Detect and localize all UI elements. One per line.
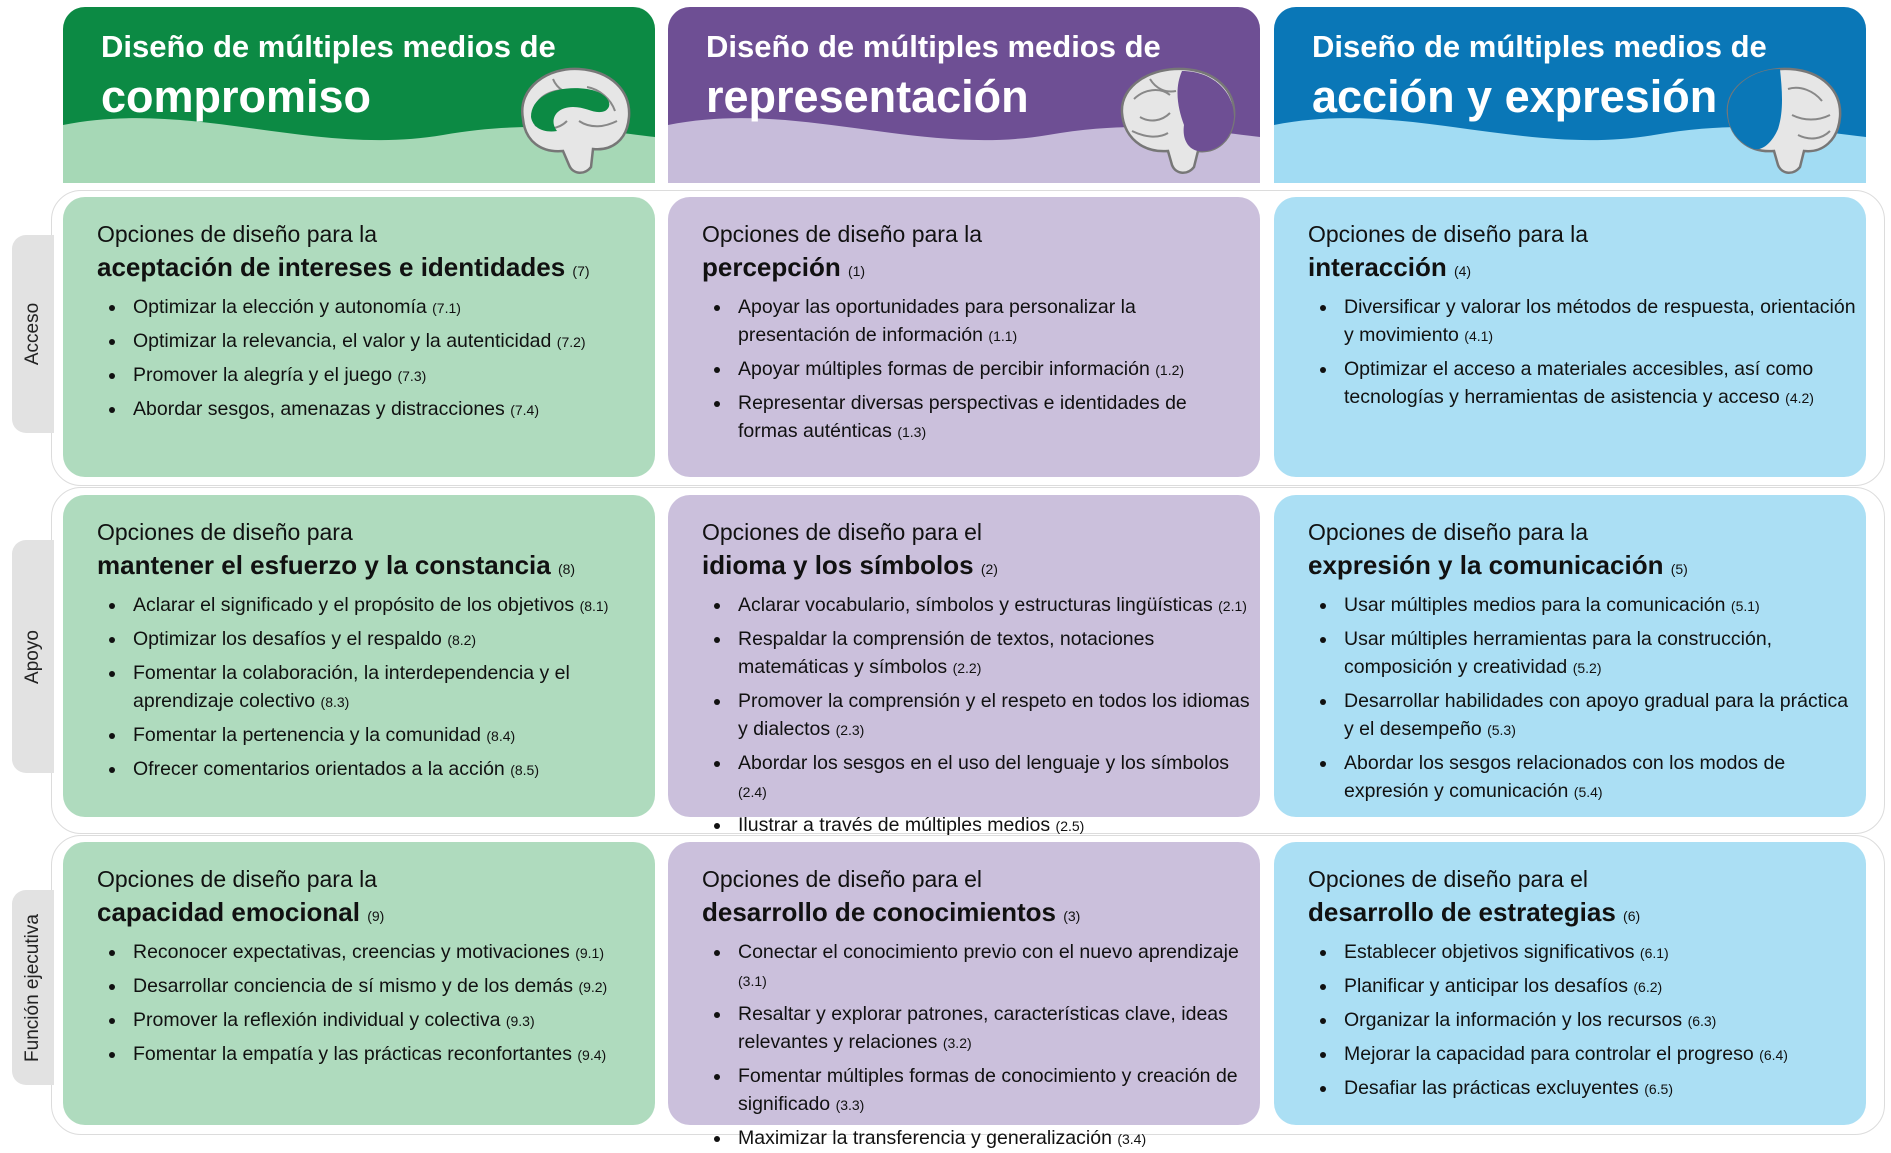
- checkpoint-item: [127, 591, 645, 620]
- checkpoint-ref: (8.1): [579, 598, 609, 614]
- checkpoint-ref: (4.1): [1464, 328, 1494, 344]
- checkpoint-text: Maximizar la transferencia y generalización: [738, 1127, 1112, 1149]
- card-topic: [97, 547, 645, 587]
- checkpoint-text: Representar diversas perspectivas e identidades de formas auténticas: [738, 392, 1187, 442]
- checkpoint-text: Apoyar las oportunidades para personalizar la presentación de información: [738, 296, 1136, 346]
- checkpoint-text: Desafiar las prácticas excluyentes: [1344, 1077, 1639, 1099]
- checkpoint-text: Promover la reflexión individual y colectiva: [133, 1009, 501, 1031]
- checkpoint-text: Diversificar y valorar los métodos de respuesta, orientación y movimiento: [1344, 296, 1856, 346]
- checkpoint-ref: (8.3): [320, 694, 350, 710]
- checkpoint-text: Ilustrar a través de múltiples medios: [738, 814, 1051, 836]
- checkpoint-item: [732, 355, 1250, 384]
- checkpoint-item: [127, 1006, 645, 1035]
- header-representation: [668, 7, 1260, 183]
- checkpoint-text: Organizar la información y los recursos: [1344, 1009, 1683, 1031]
- card-lead: Opciones de diseño para: [97, 519, 353, 545]
- card-topic-text: capacidad emocional: [97, 897, 360, 927]
- checkpoint-ref: (7.2): [556, 334, 586, 350]
- checkpoint-item: [127, 1040, 645, 1069]
- checkpoint-ref: (4.2): [1785, 390, 1814, 406]
- guideline-card: [1274, 197, 1866, 477]
- checkpoint-item: [1338, 591, 1856, 620]
- card-topic-text: desarrollo de estrategias: [1308, 897, 1616, 927]
- checkpoint-item: [1338, 938, 1856, 967]
- checkpoint-text: Reconocer expectativas, creencias y motivaciones: [133, 941, 570, 963]
- header-pre: Diseño de múltiples medios de: [1312, 29, 1767, 64]
- card-topic-number: (4): [1453, 263, 1472, 279]
- guideline-card: [668, 842, 1260, 1149]
- checkpoint-text: Conectar el conocimiento previo con el nuevo aprendizaje: [738, 941, 1239, 963]
- brain-occipital-icon: [1112, 59, 1242, 177]
- checkpoint-ref: (3.4): [1117, 1131, 1147, 1147]
- checkpoint-item: [1338, 1006, 1856, 1035]
- checkpoint-ref: (3.1): [738, 973, 767, 989]
- checkpoint-ref: (3.3): [835, 1097, 865, 1113]
- checkpoint-item: [1338, 355, 1856, 412]
- row-label-access: Acceso: [12, 235, 54, 433]
- card-topic-text: mantener el esfuerzo y la constancia: [97, 550, 551, 580]
- row-label-executive: Función ejecutiva: [12, 890, 54, 1085]
- checkpoint-ref: (8.2): [447, 632, 477, 648]
- checkpoint-item: [732, 625, 1250, 682]
- checkpoint-ref: (5.1): [1730, 598, 1760, 614]
- card-topic-text: idioma y los símbolos: [702, 550, 974, 580]
- card-topic: [97, 894, 645, 934]
- checkpoint-item: [732, 591, 1250, 620]
- checkpoint-list: [1308, 293, 1856, 412]
- card-topic-number: (7): [572, 263, 590, 279]
- row-label-support: Apoyo: [12, 540, 54, 773]
- checkpoint-item: [127, 755, 645, 784]
- card-lead: Opciones de diseño para la: [1308, 519, 1589, 545]
- card-topic-text: desarrollo de conocimientos: [702, 897, 1056, 927]
- checkpoint-text: Desarrollar habilidades con apoyo gradual para la práctica y el desempeño: [1344, 690, 1849, 740]
- card-topic-number: (5): [1670, 561, 1688, 577]
- card-topic-text: interacción: [1308, 252, 1447, 282]
- card-topic-number: (2): [980, 561, 998, 577]
- checkpoint-text: Optimizar el acceso a materiales accesibles, así como tecnologías y herramientas de asistencia y acceso: [1344, 358, 1814, 408]
- checkpoint-text: Promover la alegría y el juego: [133, 364, 393, 386]
- checkpoint-item: [127, 938, 645, 967]
- checkpoint-text: Ofrecer comentarios orientados a la acción: [133, 758, 505, 780]
- card-topic: [702, 547, 1250, 587]
- card-topic-text: expresión y la comunicación: [1308, 550, 1664, 580]
- checkpoint-list: [1308, 938, 1856, 1103]
- header-pre: Diseño de múltiples medios de: [101, 29, 556, 64]
- checkpoint-item: [1338, 972, 1856, 1001]
- checkpoint-text: Fomentar la colaboración, la interdependencia y el aprendizaje colectivo: [133, 662, 570, 712]
- checkpoint-ref: (1.2): [1155, 362, 1185, 378]
- checkpoint-item: [127, 293, 645, 322]
- checkpoint-text: Establecer objetivos significativos: [1344, 941, 1635, 963]
- checkpoint-item: [732, 1062, 1250, 1119]
- card-topic-text: aceptación de intereses e identidades: [97, 252, 566, 282]
- checkpoint-item: [732, 687, 1250, 744]
- brain-frontal-icon: [1718, 59, 1848, 177]
- checkpoint-ref: (8.4): [486, 728, 516, 744]
- checkpoint-ref: (5.2): [1572, 660, 1602, 676]
- checkpoint-ref: (2.1): [1218, 598, 1247, 614]
- header-engagement: [63, 7, 655, 183]
- checkpoint-ref: (5.3): [1487, 722, 1516, 738]
- checkpoint-text: Optimizar la elección y autonomía: [133, 296, 427, 318]
- checkpoint-ref: (7.4): [510, 402, 539, 418]
- card-lead: Opciones de diseño para el: [702, 519, 983, 545]
- checkpoint-text: Abordar sesgos, amenazas y distracciones: [133, 398, 505, 420]
- brain-limbic-icon: [507, 59, 637, 177]
- checkpoint-text: Aclarar vocabulario, símbolos y estructuras lingüísticas: [738, 594, 1213, 616]
- checkpoint-ref: (1.3): [897, 424, 927, 440]
- checkpoint-item: [732, 389, 1250, 446]
- header-title: representación: [706, 71, 1029, 122]
- card-lead: Opciones de diseño para la: [97, 221, 378, 247]
- card-topic: [702, 249, 1250, 289]
- checkpoint-ref: (2.4): [738, 784, 767, 800]
- checkpoint-list: [97, 938, 645, 1069]
- checkpoint-item: [1338, 1040, 1856, 1069]
- checkpoint-ref: (2.5): [1055, 818, 1085, 834]
- checkpoint-item: [732, 293, 1250, 350]
- checkpoint-ref: (5.4): [1573, 784, 1603, 800]
- checkpoint-text: Usar múltiples herramientas para la construcción, composición y creatividad: [1344, 628, 1773, 678]
- checkpoint-text: Optimizar la relevancia, el valor y la autenticidad: [133, 330, 552, 352]
- card-topic-number: (6): [1623, 908, 1641, 924]
- guideline-card: [668, 197, 1260, 477]
- checkpoint-ref: (6.2): [1633, 979, 1663, 995]
- header-title: acción y expresión: [1312, 71, 1718, 122]
- guideline-card: [1274, 495, 1866, 817]
- card-lead: Opciones de diseño para el: [702, 866, 983, 892]
- guideline-card: [1274, 842, 1866, 1125]
- checkpoint-item: [1338, 293, 1856, 350]
- checkpoint-list: [702, 293, 1250, 446]
- checkpoint-ref: (9.1): [575, 945, 605, 961]
- checkpoint-item: [1338, 625, 1856, 682]
- checkpoint-ref: (2.2): [952, 660, 982, 676]
- card-topic: [702, 894, 1250, 934]
- checkpoint-text: Mejorar la capacidad para controlar el progreso: [1344, 1043, 1754, 1065]
- checkpoint-item: [127, 972, 645, 1001]
- checkpoint-item: [127, 395, 645, 424]
- checkpoint-item: [127, 361, 645, 390]
- checkpoint-text: Aclarar el significado y el propósito de los objetivos: [133, 594, 575, 616]
- guideline-card: [63, 495, 655, 817]
- checkpoint-list: [97, 591, 645, 784]
- guideline-card: [668, 495, 1260, 836]
- checkpoint-ref: (6.4): [1759, 1047, 1788, 1063]
- checkpoint-ref: (7.1): [432, 300, 461, 316]
- checkpoint-text: Abordar los sesgos en el uso del lenguaje y los símbolos: [738, 752, 1230, 774]
- checkpoint-text: Desarrollar conciencia de sí mismo y de los demás: [133, 975, 574, 997]
- checkpoint-ref: (9.3): [505, 1013, 535, 1029]
- checkpoint-item: [127, 721, 645, 750]
- checkpoint-text: Apoyar múltiples formas de percibir información: [738, 358, 1150, 380]
- card-topic: [97, 249, 645, 289]
- checkpoint-text: Fomentar múltiples formas de conocimiento y creación de significado: [738, 1065, 1238, 1115]
- checkpoint-text: Optimizar los desafíos y el respaldo: [133, 628, 442, 650]
- checkpoint-text: Abordar los sesgos relacionados con los modos de expresión y comunicación: [1344, 752, 1786, 802]
- guideline-card: [63, 197, 655, 477]
- checkpoint-list: [1308, 591, 1856, 806]
- checkpoint-item: [127, 327, 645, 356]
- checkpoint-text: Fomentar la pertenencia y la comunidad: [133, 724, 481, 746]
- checkpoint-item: [1338, 749, 1856, 806]
- checkpoint-item: [732, 1000, 1250, 1057]
- card-topic-number: (1): [847, 263, 866, 279]
- checkpoint-ref: (9.2): [578, 979, 608, 995]
- card-topic-number: (3): [1063, 908, 1081, 924]
- card-lead: Opciones de diseño para la: [702, 221, 983, 247]
- checkpoint-item: [732, 749, 1250, 806]
- checkpoint-list: [702, 591, 1250, 840]
- checkpoint-ref: (7.3): [397, 368, 427, 384]
- card-topic: [1308, 547, 1856, 587]
- checkpoint-item: [732, 811, 1250, 840]
- card-lead: Opciones de diseño para el: [1308, 866, 1589, 892]
- checkpoint-text: Fomentar la empatía y las prácticas reconfortantes: [133, 1043, 572, 1065]
- checkpoint-item: [127, 625, 645, 654]
- card-topic-number: (9): [367, 908, 385, 924]
- card-topic: [1308, 249, 1856, 289]
- checkpoint-list: [97, 293, 645, 424]
- checkpoint-ref: (6.3): [1687, 1013, 1717, 1029]
- checkpoint-list: [702, 938, 1250, 1153]
- checkpoint-ref: (3.2): [942, 1035, 972, 1051]
- checkpoint-ref: (9.4): [577, 1047, 607, 1063]
- checkpoint-item: [1338, 687, 1856, 744]
- card-lead: Opciones de diseño para la: [1308, 221, 1589, 247]
- checkpoint-item: [732, 938, 1250, 995]
- checkpoint-text: Promover la comprensión y el respeto en todos los idiomas y dialectos: [738, 690, 1250, 740]
- checkpoint-item: [1338, 1074, 1856, 1103]
- checkpoint-item: [127, 659, 645, 716]
- header-title: compromiso: [101, 71, 372, 122]
- card-lead: Opciones de diseño para la: [97, 866, 378, 892]
- header-pre: Diseño de múltiples medios de: [706, 29, 1161, 64]
- checkpoint-text: Respaldar la comprensión de textos, notaciones matemáticas y símbolos: [738, 628, 1155, 678]
- checkpoint-text: Resaltar y explorar patrones, características clave, ideas relevantes y relaciones: [738, 1003, 1228, 1053]
- card-topic-text: percepción: [702, 252, 841, 282]
- checkpoint-text: Planificar y anticipar los desafíos: [1344, 975, 1628, 997]
- checkpoint-ref: (2.3): [835, 722, 865, 738]
- guideline-card: [63, 842, 655, 1125]
- checkpoint-ref: (6.5): [1644, 1081, 1674, 1097]
- card-topic-number: (8): [557, 561, 576, 577]
- card-topic: [1308, 894, 1856, 934]
- checkpoint-ref: (8.5): [510, 762, 539, 778]
- checkpoint-ref: (6.1): [1639, 945, 1669, 961]
- checkpoint-text: Usar múltiples medios para la comunicación: [1344, 594, 1726, 616]
- checkpoint-ref: (1.1): [988, 328, 1018, 344]
- header-action-expression: [1274, 7, 1866, 183]
